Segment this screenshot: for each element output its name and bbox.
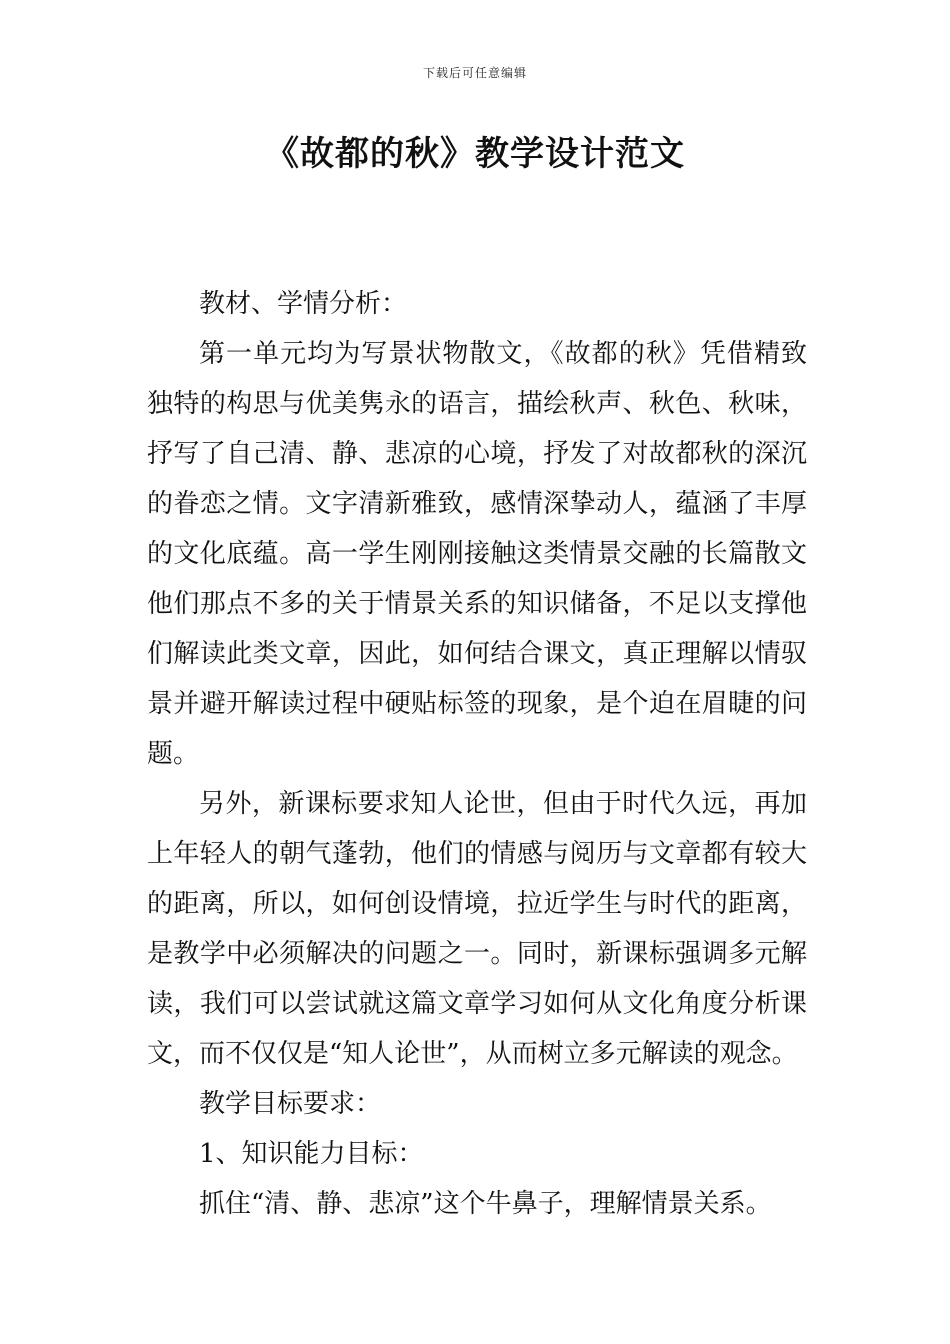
document-title: 《故都的秋》教学设计范文 — [265, 134, 685, 174]
subheading-knowledge-goal: 1、知识能力目标： — [199, 1139, 424, 1169]
paragraph-analysis-1: 第一单元均为写景状物散文，《故都的秋》凭借精致独特的构思与优美隽永的语言，描绘秋声、秋色、秋味，抒写了自己清、静、悲凉的心境，抒发了对故都秋的深沉的眷恋之情。文字清新雅致，感情深挚动人，蕴涵了丰厚的文化底蕴。高一学生刚刚接触这类情景交融的长篇散文他们那点不多的关于情景关系的知识储备，不足以支撑他们解读此类文章，因此，如何结合课文，真正理解以情驭景并避开解读过程中硬贴标签的现象，是个迫在眉睫的问题。 — [147, 339, 807, 769]
paragraph-analysis-2: 另外，新课标要求知人论世，但由于时代久远，再加上年轻人的朝气蓬勃，他们的情感与阅历与文章都有较大的距离，所以，如何创设情境，拉近学生与时代的距离，是教学中必须解决的问题之一。同时，新课标强调多元解读，我们可以尝试就这篇文章学习如何从文化角度分析课文，而不仅仅是“知人论世”，从而树立多元解读的观念。 — [147, 789, 807, 1069]
document-body — [147, 279, 807, 1229]
header-note: 下载后可任意编辑 — [422, 66, 527, 80]
paragraph-knowledge-goal: 抓住“清、静、悲凉”这个牛鼻子，理解情景关系。 — [199, 1189, 772, 1219]
section-heading-goals: 教学目标要求： — [199, 1089, 382, 1119]
section-heading-analysis: 教材、学情分析： — [199, 289, 408, 319]
